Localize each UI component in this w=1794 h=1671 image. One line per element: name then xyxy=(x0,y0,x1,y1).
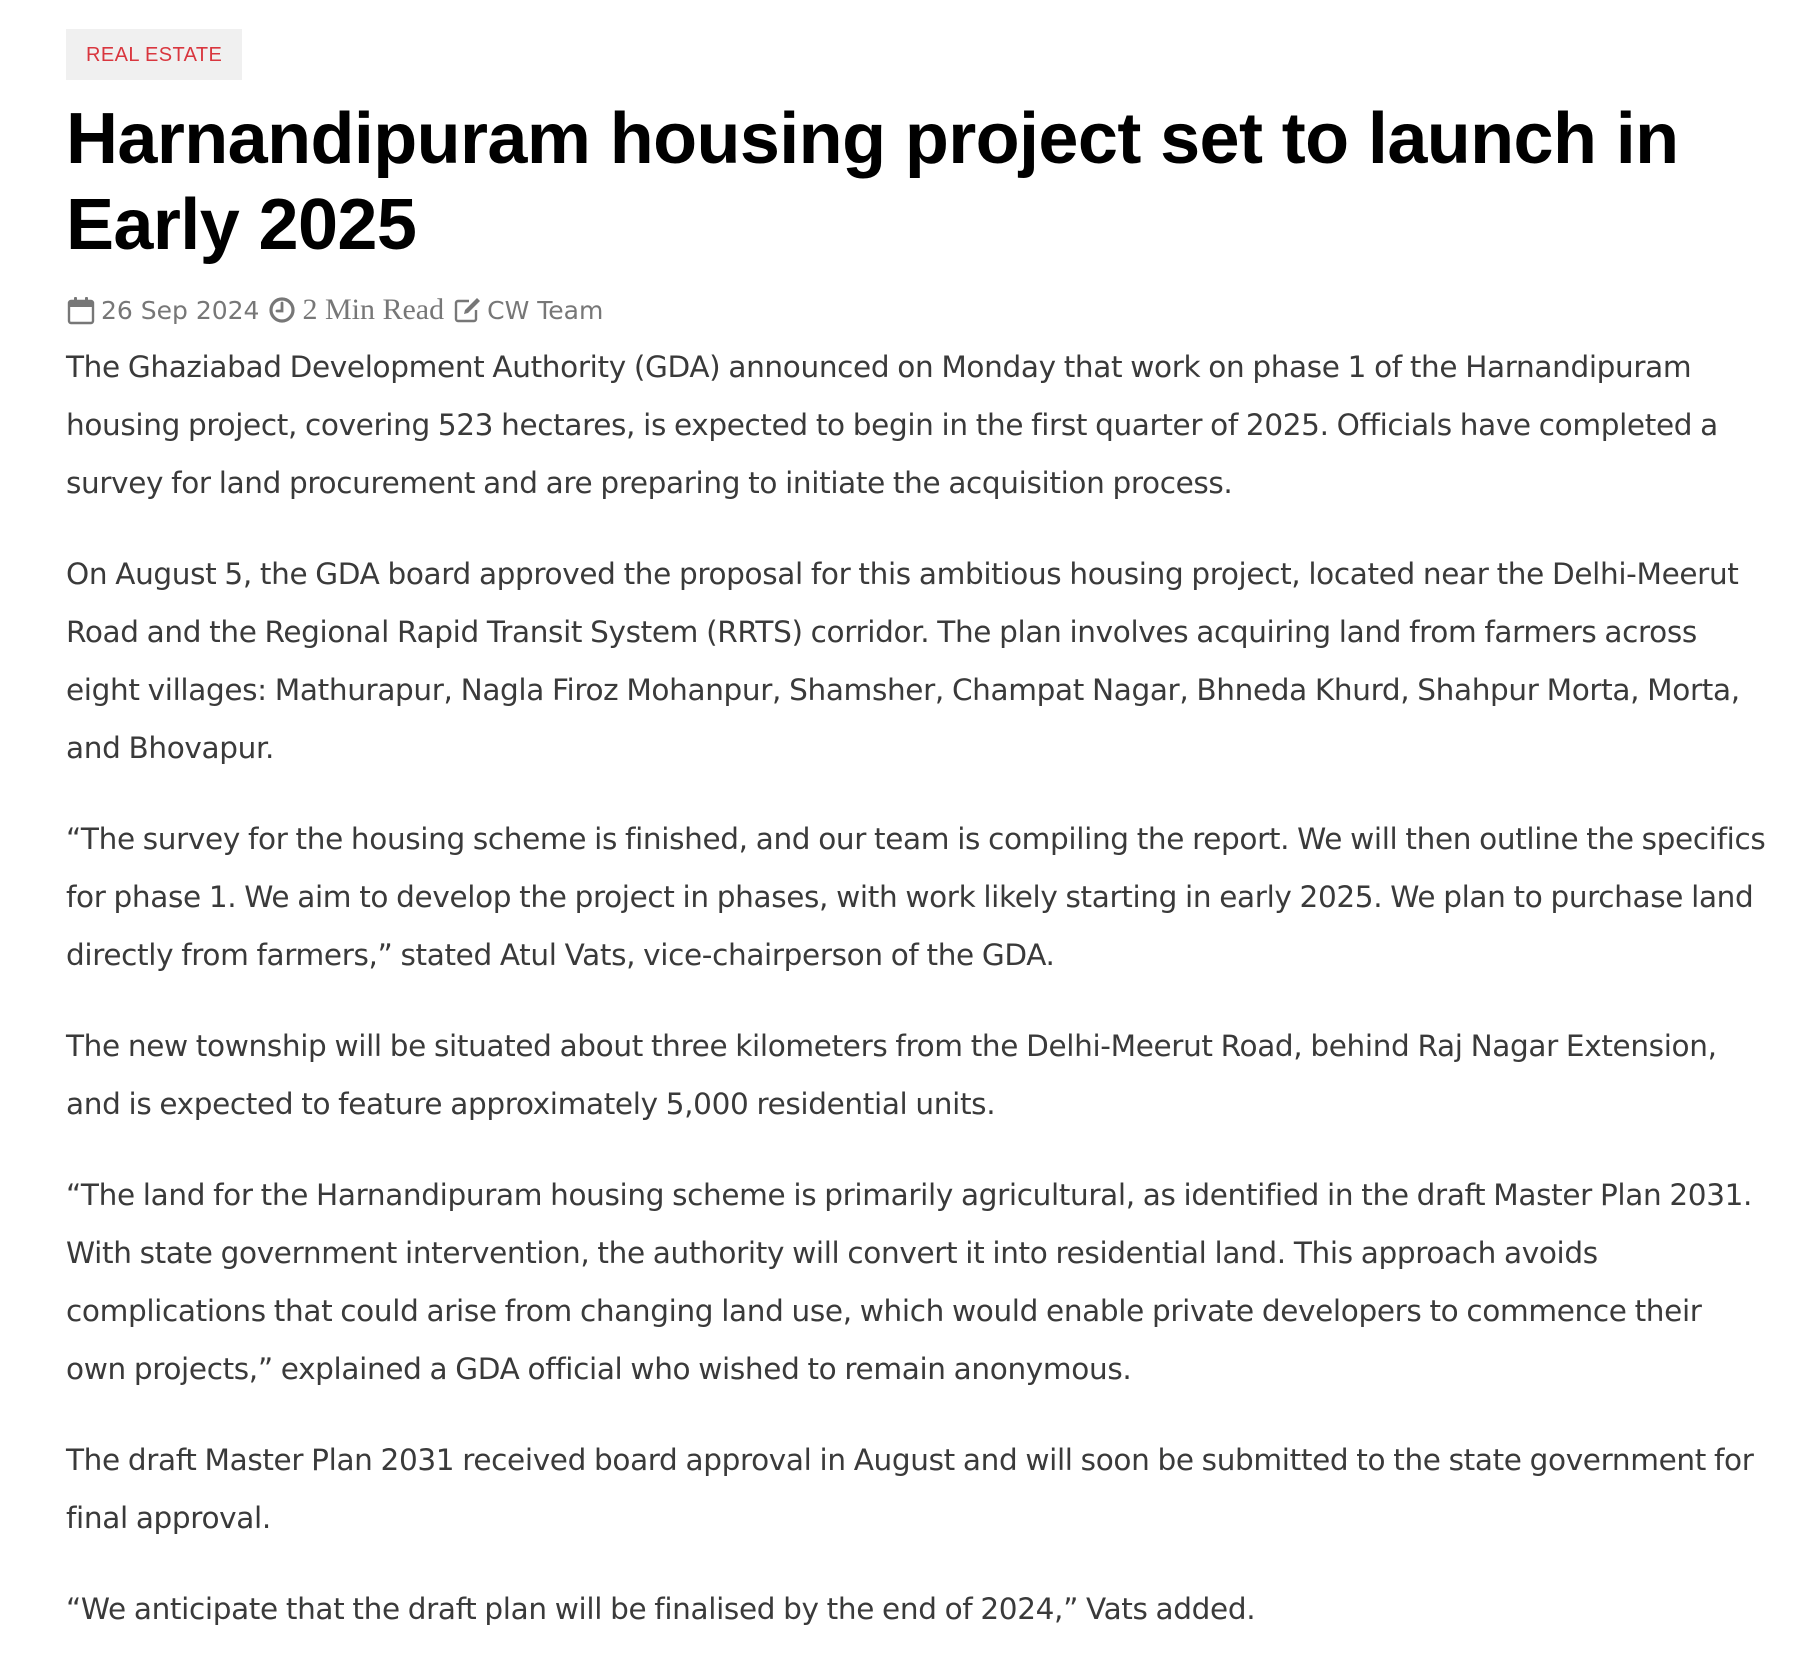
paragraph: On August 5, the GDA board approved the proposal for this ambitious housing project, located near the Delhi-Meerut Road and the Regional Rapid Transit System (RRTS) corridor. The plan involves acquiring land from farmers across eight villages: Mathurapur, Nagla Firoz Mohanpur, Shamsher, Champat Nagar, Bhneda Khurd, Shahpur Morta, Morta, and Bhovapur. xyxy=(66,557,1740,765)
paragraph: The draft Master Plan 2031 received board approval in August and will soon be submitted to the state government for final approval. xyxy=(66,1443,1754,1535)
article-title: Harnandipuram housing project set to launch in Early 2025 xyxy=(66,99,1679,265)
paragraph: “We anticipate that the draft plan will be finalised by the end of 2024,” Vats added. xyxy=(66,1592,1256,1626)
author-link[interactable]: CW Team xyxy=(487,295,604,325)
article xyxy=(66,29,1766,1671)
paragraph: The new township will be situated about three kilometers from the Delhi-Meerut Road, behind Raj Nagar Extension, and is expected to feature approximately 5,000 residential units. xyxy=(66,1029,1717,1121)
meta-date xyxy=(66,295,259,325)
read-time-text: 2 Min Read xyxy=(302,293,445,326)
edit-icon xyxy=(452,295,482,325)
date-text: 26 Sep 2024 xyxy=(101,295,260,325)
article-body xyxy=(66,338,1766,1638)
meta-read-time xyxy=(267,293,444,327)
clock-icon xyxy=(267,295,297,325)
category-tag[interactable]: REAL ESTATE xyxy=(66,29,242,80)
article-meta xyxy=(66,290,1756,330)
paragraph: “The land for the Harnandipuram housing scheme is primarily agricultural, as identified in the draft Master Plan 2031. With state government intervention, the authority will convert it into residential land. This approach avoids complications that could arise from changing land use, which would enable private developers to commence their own projects,” explained a GDA official who wished to remain anonymous. xyxy=(66,1178,1753,1386)
meta-author xyxy=(452,295,603,325)
paragraph: The Ghaziabad Development Authority (GDA) announced on Monday that work on phase 1 of the Harnandipuram housing project, covering 523 hectares, is expected to begin in the first quarter of 2025. Officials have completed a survey for land procurement and are preparing to initiate the acquisition process. xyxy=(66,350,1718,500)
calendar-icon xyxy=(66,295,96,325)
paragraph: “The survey for the housing scheme is finished, and our team is compiling the report. We will then outline the specifics for phase 1. We aim to develop the project in phases, with work likely starting in early 2025. We plan to purchase land directly from farmers,” stated Atul Vats, vice-chairperson of the GDA. xyxy=(66,822,1766,972)
